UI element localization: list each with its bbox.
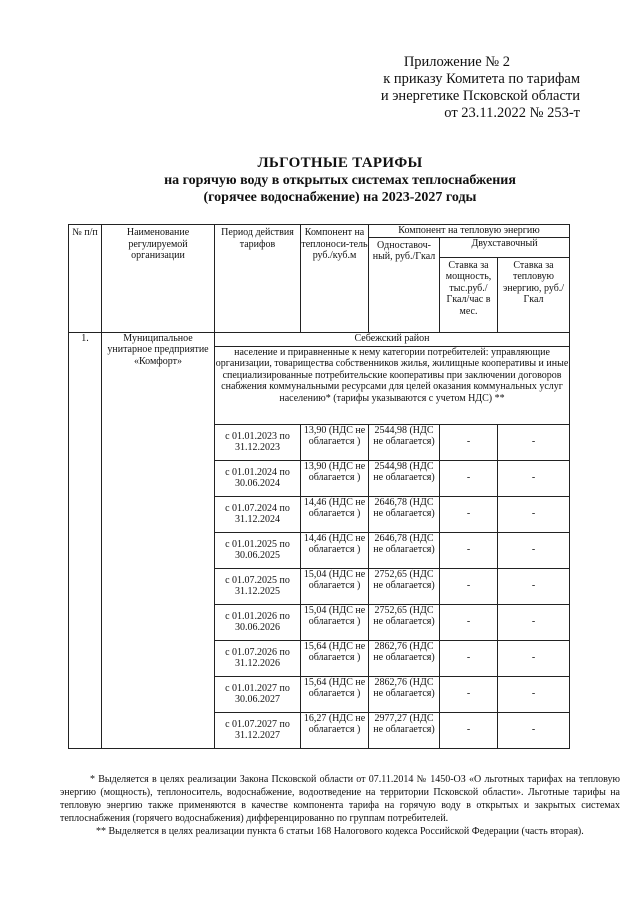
capacity-rate-cell: - <box>440 640 498 676</box>
title-subtitle: на горячую воду в открытых системах теплоснабжения <box>164 173 516 188</box>
capacity-rate-cell: - <box>440 424 498 460</box>
document-title <box>60 155 620 206</box>
table-header-row <box>69 225 570 238</box>
period-cell: с 01.07.2027 по 31.12.2027 <box>215 712 301 748</box>
single-rate-cell: 2752,65 (НДС не облагается) <box>369 604 440 640</box>
period-cell: с 01.07.2024 по 31.12.2024 <box>215 496 301 532</box>
tariffs-table <box>68 224 570 749</box>
appendix-committee-line: и энергетике Псковской области <box>380 88 580 104</box>
period-cell: с 01.01.2027 по 30.06.2027 <box>215 676 301 712</box>
energy-rate-cell: - <box>498 496 570 532</box>
appendix-order-line: к приказу Комитета по тарифам <box>383 71 580 87</box>
table-row <box>69 332 570 346</box>
single-rate-cell: 2646,78 (НДС не облагается) <box>369 496 440 532</box>
period-cell: с 01.01.2023 по 31.12.2023 <box>215 424 301 460</box>
energy-rate-cell: - <box>498 676 570 712</box>
carrier-cell: 14,46 (НДС не облагается ) <box>301 532 369 568</box>
header-organization: Наименование регулируемой организации <box>102 225 215 333</box>
single-rate-cell: 2862,76 (НДС не облагается) <box>369 676 440 712</box>
energy-rate-cell: - <box>498 460 570 496</box>
district-name: Себежский район <box>215 332 570 346</box>
single-rate-cell: 2862,76 (НДС не облагается) <box>369 640 440 676</box>
footnotes <box>60 773 620 838</box>
single-rate-cell: 2977,27 (НДС не облагается) <box>369 712 440 748</box>
carrier-cell: 15,04 (НДС не облагается ) <box>301 568 369 604</box>
period-cell: с 01.07.2025 по 31.12.2025 <box>215 568 301 604</box>
carrier-cell: 13,90 (НДС не облагается ) <box>301 424 369 460</box>
appendix-header <box>350 54 580 122</box>
single-rate-cell: 2646,78 (НДС не облагается) <box>369 532 440 568</box>
capacity-rate-cell: - <box>440 568 498 604</box>
period-cell: с 01.01.2025 по 30.06.2025 <box>215 532 301 568</box>
energy-rate-cell: - <box>498 568 570 604</box>
energy-rate-cell: - <box>498 604 570 640</box>
appendix-date-line: от 23.11.2022 № 253-т <box>444 105 580 121</box>
header-num: № п/п <box>69 225 102 333</box>
energy-rate-cell: - <box>498 424 570 460</box>
energy-rate-cell: - <box>498 532 570 568</box>
row-number: 1. <box>69 332 102 748</box>
title-main: ЛЬГОТНЫЕ ТАРИФЫ <box>257 155 423 171</box>
capacity-rate-cell: - <box>440 496 498 532</box>
header-two-rate: Двухставочный <box>440 237 570 257</box>
single-rate-cell: 2544,98 (НДС не облагается) <box>369 424 440 460</box>
capacity-rate-cell: - <box>440 712 498 748</box>
carrier-cell: 15,04 (НДС не облагается ) <box>301 604 369 640</box>
header-capacity-rate: Ставка за мощность, тыс.руб./ Гкал/час в мес. <box>440 257 498 332</box>
header-carrier: Компонент на теплоноси-тель руб./куб.м <box>301 225 369 333</box>
carrier-cell: 13,90 (НДС не облагается ) <box>301 460 369 496</box>
organization-name: Муниципальное унитарное предприятие «Комфорт» <box>102 332 215 748</box>
carrier-cell: 14,46 (НДС не облагается ) <box>301 496 369 532</box>
capacity-rate-cell: - <box>440 532 498 568</box>
consumer-category: население и приравненные к нему категории потребителей: управляющие организации, товарищества собственников жилья, жилищные кооперативы и иные специализированные потребительские кооперативы при заключении договоров снабжения коммунальными ресурсами для целей оказания коммунальных услуг населению* (тарифы указываются с учетом НДС) ** <box>215 346 570 424</box>
carrier-cell: 16,27 (НДС не облагается ) <box>301 712 369 748</box>
carrier-cell: 15,64 (НДС не облагается ) <box>301 640 369 676</box>
period-cell: с 01.01.2024 по 30.06.2024 <box>215 460 301 496</box>
energy-rate-cell: - <box>498 712 570 748</box>
capacity-rate-cell: - <box>440 604 498 640</box>
capacity-rate-cell: - <box>440 676 498 712</box>
single-rate-cell: 2752,65 (НДС не облагается) <box>369 568 440 604</box>
energy-rate-cell: - <box>498 640 570 676</box>
header-energy-group: Компонент на тепловую энергию <box>369 225 570 238</box>
single-rate-cell: 2544,98 (НДС не облагается) <box>369 460 440 496</box>
period-cell: с 01.07.2026 по 31.12.2026 <box>215 640 301 676</box>
header-energy-rate: Ставка за тепловую энергию, руб./Гкал <box>498 257 570 332</box>
period-cell: с 01.01.2026 по 30.06.2026 <box>215 604 301 640</box>
appendix-title: Приложение № 2 <box>403 54 510 70</box>
footnote-law: * Выделяется в целях реализации Закона Псковской области от 07.11.2014 № 1450-ОЗ «О льготных тарифах на тепловую энергию (мощность), теплоноситель, водоснабжение, водоотведение на территории Псковской области». Льготные тарифы на тепловую энергию также применяются в качестве компонента тарифа на горячую воду в открытых и закрытых системах теплоснабжения (горячего водоснабжения) дифференцированно по группам потребителей. <box>60 774 620 824</box>
header-period: Период действия тарифов <box>215 225 301 333</box>
carrier-cell: 15,64 (НДС не облагается ) <box>301 676 369 712</box>
footnote-tax-code: ** Выделяется в целях реализации пункта 6 статьи 168 Налогового кодекса Российской Федерации (часть вторая). <box>96 826 584 837</box>
header-single-rate: Одноставоч-ный, руб./Гкал <box>369 237 440 332</box>
title-years: (горячее водоснабжение) на 2023-2027 годы <box>203 190 477 205</box>
capacity-rate-cell: - <box>440 460 498 496</box>
